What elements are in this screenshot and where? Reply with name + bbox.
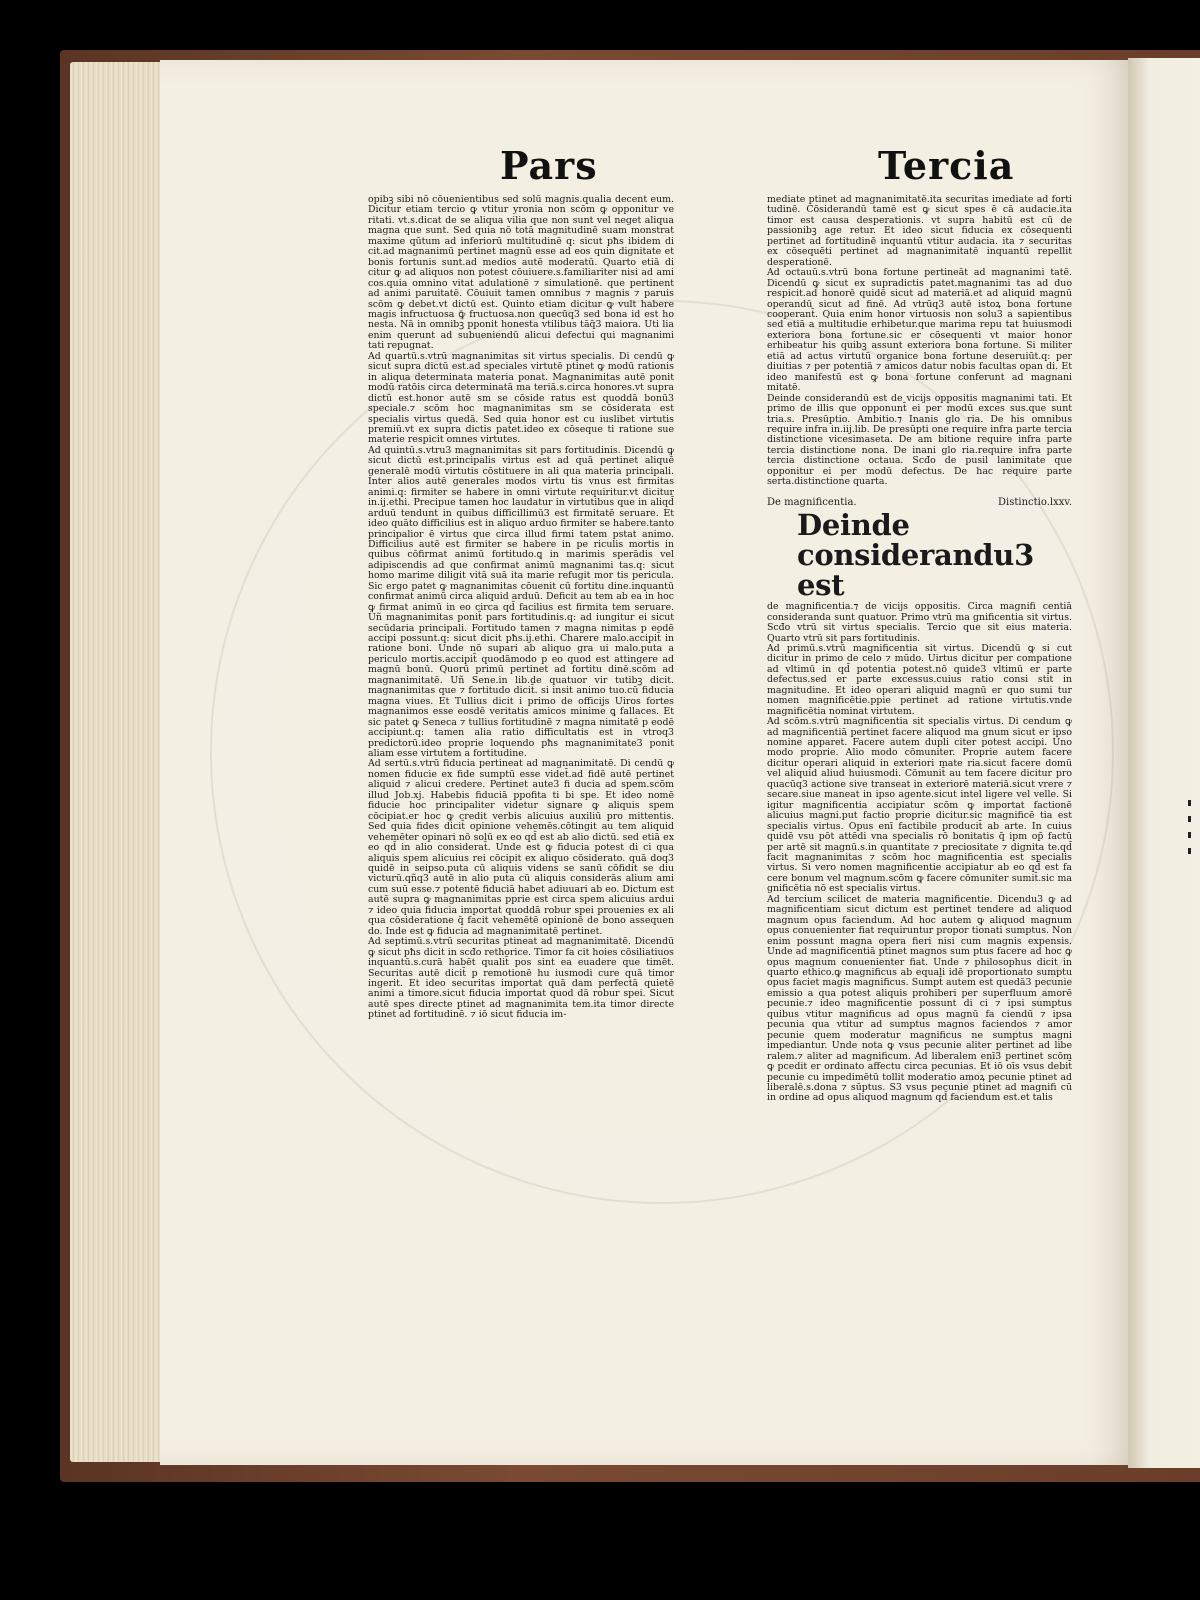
rubric-distinction: Distinctio.lxxv. [998, 496, 1072, 508]
right-page-edge [1128, 58, 1200, 1468]
paragraph: opibꝫ sibi nō cōuenientibus sed solū magnis.qualia decent eum. Dicitur etiam tercio ꝙ vtitur yronia non scōm ꝙ opponitur ve ritati. vt.s.dicat de se aliqua vilia que non sunt vel neget aliqua magna que sunt. Sed quia nō totā magnitudinē suam monstrat maxime qūtum ad inferiorū multitudinē q: sicut pħs ibidem di cit.ad magnanimū pertinet magnū esse ad eos quin dignitate et bonis fortunis sunt.ad medios autē moderatū. Quarto etiā di citur ꝙ ad aliquos non potest cōuiuere.s.familiariter nisi ad ami cos.quia omnino vitat adulationē ⁊ simulationē. que pertinent ad animi paruitatē. Cōuiuit tamen omnibus ⁊ magnis ⁊ paruis scōm ꝙ debet.vt dictū est. Quinto etiam dicitur ꝙ vult habere magis infructuosa ꝙ̄ fructuosa.non quecūq3 sed bona id est ho nesta. Nā in omnibꝫ pponit honesta vtilibus tāq̄3 maiora. Uti lia enim querunt ad subueniendū alicui defectui qui magnanimi tati repugnat. [368, 194, 674, 352]
text-column-left [368, 195, 674, 1021]
paragraph: Ad septimū.s.vtrū securitas ptineat ad magnanimitatē. Dicendū ꝙ sicut pħs dicit in scđo rethorice. Timor fa cit hoies cōsiliatiuos inquantū.s.curā habēt qualit̄ pos sint ea euadere que timēt. Securitas autē dicit̄ p remotionē hu iusmodi cure quā timor ingerit. Et ideo securitas importat quā dam perfectā quietē animi a timore.sicut fiducia importat quod dā robur spei. Sicut autē spes directe ptinet ad magnanimita tem.ita timor directe ptinet ad fortitudinē. ⁊ iō sicut fiducia im- [368, 936, 674, 1021]
paragraph: Ad octauū.s.vtrū bona fortune pertineāt ad magnanimi tatē. Dicendū ꝙ sicut ex supradictis patet.magnanimi tas ad duo respicit.ad honorē quidē sicut ad materiā.et ad aliquid magnū operandū sicut ad finē. Ad vtrūq3 autē istoꝝ bona fortune cooperant̄. Quia enim honor virtuosis non solu3 a sapientibus sed etiā a multitudie erhibetur.que marima repu tat huiusmodi exteriora bona fortune.sic er cōsequenti vt maior honor erhibeatur his quibꝫ assunt exteriora bona fortune. Si militer etiā ad actus virtutū organice bona fortune deseruiūt.q: per diuitias ⁊ per potentiā ⁊ amicos datur nobis facultas opan di. Et ideo manifestū est ꝙ bona fortune conferunt ad magnani mitatē. [767, 267, 1072, 394]
paragraph: Ad tercium scilicet de materia magnificentie. Dicendu3 ꝙ ad magnificentiam sicut dictum est pertinet tendere ad aliquod magnum opus faciendum. Ad hoc autem ꝙ aliquod magnum opus conuenienter fiat requiruntur propor tionati sumptus. Non enim possunt magna opera fieri nisi cum magnis expensis. Unde ad magnificentiā ptinet magnos sum ptus facere ad hoc ꝙ opus magnum conuenienter fiat. Unde ⁊ philosophus dicit in quarto ethico.ꝙ magnificus ab equali idē proportionato sumptu opus faciet magis magnificus. Sumpt̄ autem est quedā3 pecunie emissio a qua potest aliquis prohiberi per superfluum amorē pecunie.⁊ ideo magnificentie possunt di ci ⁊ ipsi sumptus quibus vtitur magnificus ad opus magnū fa ciendū ⁊ ipsa pecunia qua vtitur ad sumptus magnos faciendos ⁊ amor pecunie quem moderatur magnificus ne sumptus magni impediantur. Unde nota ꝙ vsus pecunie aliter pertinet ad libe ralem.⁊ aliter ad magnificum. Ad liberalem enī3 pertinet scōm ꝙ pcedit er ordinato affectu circa pecunias. Et iō oīs vsus debit̄ pecunie cu impedimētū tollit moderatio amoꝝ pecunie ptinet ad liberalē.s.dona ⁊ sūptus. S3 vsus pecunie ptinet ad magnifi cū in ordine ad opus aliquod magnum qd̄ faciendum est.et talis [767, 893, 1072, 1104]
distinction-rubric [767, 498, 1072, 508]
right-page-marks [1185, 790, 1195, 1050]
paragraph: Ad quartū.s.vtrū magnanimitas sit virtus specialis. Di cendū ꝙ sicut supra dictū est.ad speciales virtutē ptinet ꝙ modū rationis in aliqua determinata materia ponat. Magnanimitas autē ponit modū ratōis circa determinatā ma teriā.s.circa honores.vt supra dictū est.honor autē sm se cōside ratus est quoddā bonū3 speciale.⁊ scōm hoc magnanimitas sm se cōsiderata est specialis virtus quedā. Sed quia honor est cu iuslibet virtutis premiū.vt ex supra dictis patet.ideo ex cōseque ti ratione sue materie respicit omnes virtutes. [368, 350, 674, 446]
rubric-topic: De magnificentia. [767, 496, 857, 508]
running-head-left: Pars [500, 143, 598, 188]
paragraph: Ad primū.s.vtrū magnificentia sit virtus. Dicendū ꝙ si cut dicitur in primo de celo ⁊ mūdo. Uirtus dicitur per compatione ad vltimū in qd̄ potentia potest.nō quide3 vltimū er parte defectus.sed er parte excessus.cuius ratio consi stit in magnitudine. Et ideo operari aliquid magnū er quo sumi tur nomen magnificētie.ppie pertinet ad ratione virtutis.vnde magnificētia nominat virtutem. [767, 642, 1072, 717]
paragraph: Ad scōm.s.vtrū magnificentia sit specialis virtus. Di cendum ꝙ ad magnificentiā pertinet facere aliquod ma gnum sicut er ipso nomine apparet. Facere autem dupli citer potest accipi. Uno modo proprie. Alio modo cōmuniter. Proprie autem facere dicitur operari aliquid in exteriori mate ria.sicut facere domū vel aliquid aliud huiusmodi. Cōmunit̄ au tem facere dicitur pro quacūq3 actione sive transeat in exteriorē materiā.sicut vrere ⁊ secare.siue maneat in ipso agente.sicut intel ligere vel velle. Si igitur magnificentia accipiatur scōm ꝙ importat factionē alicuius magni.put factio proprie dicitur.sic magnificē tia est specialis virtus. Opus enī factibile producit̄ ab arte. In cuius quidē vsu pōt attēdi vna specialis rō bonitatis q̄ ipm op̄ factū per artē sit magnū.s.in quantitate ⁊ preciositate ⁊ dignita te.qd̄ facit magnanimitas ⁊ scōm hoc magnificentia est specialis virtus. Si vero nomen magnificentie accipiatur ab eo qd̄ est fa cere bonum vel magnum.scōm ꝙ facere cōmuniter sumit̄.sic ma gnificētia nō est specialis virtus. [767, 716, 1072, 895]
paragraph: Deinde considerandū est de vicijs oppositis magnanimi tati. Et primo de illis que opponunt̄ ei per modū exces sus.que sunt tria.s. Presūptio. Ambitio.⁊ Inanis glo ria. De his omnibus require infra in.iij.lib. De presūpti one require infra parte tercia distinctione vicesimaseta. De am bitione require infra parte tercia distinctione nona. De inani glo ria.require infra parte tercia distinctione octaua. Scđo de pusil lanimitate que opponitur ei per modū defectus. De hac require parte serta.distinctione quarta. [767, 392, 1072, 488]
paragraph: Ad sertū.s.vtrū fiducia pertineat ad magnanimitatē. Di cendū ꝙ nomen fiducie ex fide sumptū esse videt̄.ad fidē autē pertinet aliquid ⁊ alicui credere. Pertinet aute3 fi ducia ad spem.scōm illud Job.xj. Habebis fiduciā ppofita ti bi spe. Et ideo nomē fiducie hoc principaliter videtur signare ꝙ aliquis spem cōcipiat.er hoc ꝙ credit verbis alicuius auxiliū pro mittentis. Sed quia fides dicit̄ opinione vehemēs.cōtingit au tem aliquid vehemēter opinari nō solū ex eo qd̄ est ab alio dictū. sed etiā ex eo qd̄ in alio considerat̄. Unde est ꝙ fiducia potest di ci qua aliquis spem alicuius rei cōcipit ex aliquo cōsiderato. quā doq3 quidē in seipso.puta cū aliquis videns se sanū cōfidit se diu victurū.qñq3 autē in alio puta cū aliquis considerās alium ami cum suū esse.⁊ potentē fiduciā habet adiuuari ab eo. Dictum est autē supra ꝙ magnanimitas pprie est circa spem alicuius ardui ⁊ ideo quia fiducia importat quoddā robur spei prouenies ex ali qua cōsideratione q̄ facit vehemētē opinionē de bono assequen do. Inde est ꝙ fiducia ad magnanimitatē pertinet. [368, 758, 674, 937]
paragraph: de magnificentia.⁊ de vicijs oppositis. Circa magnifi centiā consideranda sunt quatuor. Primo vtrū ma gnificentia sit virtus. Scđo vtrū sit virtus specialis. Tercio que sit eius materia. Quarto vtrū sit pars fortitudinis. [767, 601, 1072, 644]
paragraph: mediate ptinet ad magnanimitatē.ita securitas imediate ad forti tudinē. Cōsiderandū tamē est ꝙ sicut spes ē cā audacie.ita timor est causa desperationis. vt supra habitū est cū de passionibꝫ age retur. Et ideo sicut fiducia ex cōsequenti pertinet ad fortitudinē inquantū vtitur audacia. ita ⁊ securitas ex cōsequēti pertinet ad magnanimitatē inquantū repellit desperationē. [767, 194, 1072, 268]
paragraph: Ad quintū.s.vtru3 magnanimitas sit pars fortitudinis. Dicendū ꝙ sicut dictū est.principalis virtus est ad quā pertinet aliquē generalē modū virtutis cōstituere in ali qua materia principali. Inter alios autē generales modos virtu tis vnus est firmitas animi.q: firmiter se habere in omni virtute requiritur.vt dicitur in.ij.ethi. Precipue tamen hoc laudatur in virtutibus que in aliqd̄ arduū tendunt in quibus difficillimū3 est firmitatē seruare. Et ideo quāto difficilius est in aliquo arduo firmiter se habere.tanto principalior ē virtus que circa illud firmi tatem pstat animo. Difficilius autē est firmiter se habere in pe riculis mortis in quibus cōfirmat animū fortitudo.ꝗ in marimis sperādis vel adipiscendis ad que confirmat animū magnanimi tas.q: sicut homo marime diligit vitā suā ita marie refugit mor tis pericula. Sic ergo patet ꝙ magnanimitas cōuenit cū fortitu dine.inquantū confirmat animū circa aliquid arduū. Deficit au tem ab ea in hoc ꝙ firmat animū in eo circa qd̄ facilius est firmita tem seruare. Uñ magnanimitas ponit̄ pars fortitudinis.q: ad iungitur ei sicut secūdaria principali. Fortitudo tamen ⁊ magna nimitas p eodē accipi possunt.q: sicut dicit pħs.ij.ethi. Charere malo.accipit̄ in ratione boni. Unde nō supari ab aliquo gra ui malo.puta a periculo mortis.accipit̄ quodāmodo p eo quod est attingere ad magnū bonū. Quorū primū pertinet ad fortitu dinē.scōm ad magnanimitatē. Uñ Sene.in lib.de quatuor vir tutibꝫ dicit. magnanimitas que ⁊ fortitudo dicit̄. si insit animo tuo.cū fiducia magna viues. Et Tullius dicit i primo de officijs Uiros fortes magnanimos esse eosdē veritatis amicos minime ꝗ fallaces. Et sic patet ꝙ Seneca ⁊ tullius fortitudinē ⁊ magna nimitatē p eodē accipiunt.q: tamen alia ratio difficultatis est in vtroq3 predictorū.ideo proprie loquendo pħs magnanimitate3 ponit aliam esse virtutem a fortitudine. [368, 444, 674, 760]
chapter-opening: Deinde considerandu3 est [797, 508, 1034, 603]
text-column-right [767, 195, 1072, 1104]
running-head-right: Tercia [878, 143, 1015, 188]
